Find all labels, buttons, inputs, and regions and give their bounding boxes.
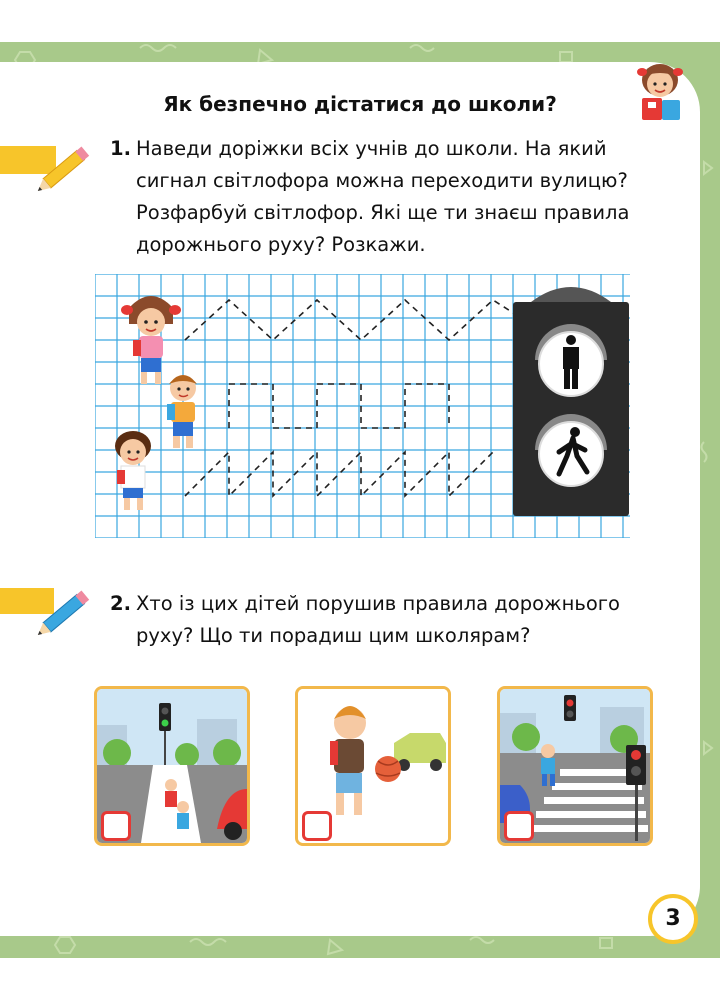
task-2-line: Хто із цих дітей порушив правила дорожнього [136, 592, 620, 615]
pencil-icon [0, 578, 90, 638]
girl-child-2 [115, 431, 151, 510]
pedestrian-stand-icon [535, 324, 607, 396]
page-title: Як безпечно дістатися до школи? [163, 92, 557, 116]
task-1-line: дорожнього руху? Розкажи. [136, 233, 426, 256]
boy-child [167, 375, 197, 448]
answer-checkbox[interactable] [302, 811, 332, 841]
task-1-line: сигнал світлофора можна переходити вулицю? [136, 169, 628, 192]
picture-crosswalk-green [94, 686, 250, 846]
task-1 [110, 133, 666, 261]
answer-checkbox[interactable] [101, 811, 131, 841]
bottom-margin [0, 958, 720, 1000]
answer-checkbox[interactable] [504, 811, 534, 841]
task-1-number: 1. [110, 137, 131, 160]
pedestrian-walk-icon [535, 414, 607, 486]
dashed-path-zigzag [185, 300, 515, 340]
task-1-line: Розфарбуй світлофор. Які ще ти знаєш правила [136, 201, 630, 224]
pencil-icon [0, 134, 90, 194]
task-2-line: руху? Що ти порадиш цим школярам? [136, 624, 531, 647]
task-2 [110, 588, 666, 652]
task-2-number: 2. [110, 592, 131, 615]
task-1-line: Наведи доріжки всіх учнів до школи. На який [136, 137, 607, 160]
picture-boy-ball [295, 686, 451, 846]
picture-crosswalk-red [497, 686, 653, 846]
page-number: 3 [648, 894, 698, 944]
top-margin [0, 0, 720, 42]
traffic-light-icon[interactable] [513, 280, 629, 516]
